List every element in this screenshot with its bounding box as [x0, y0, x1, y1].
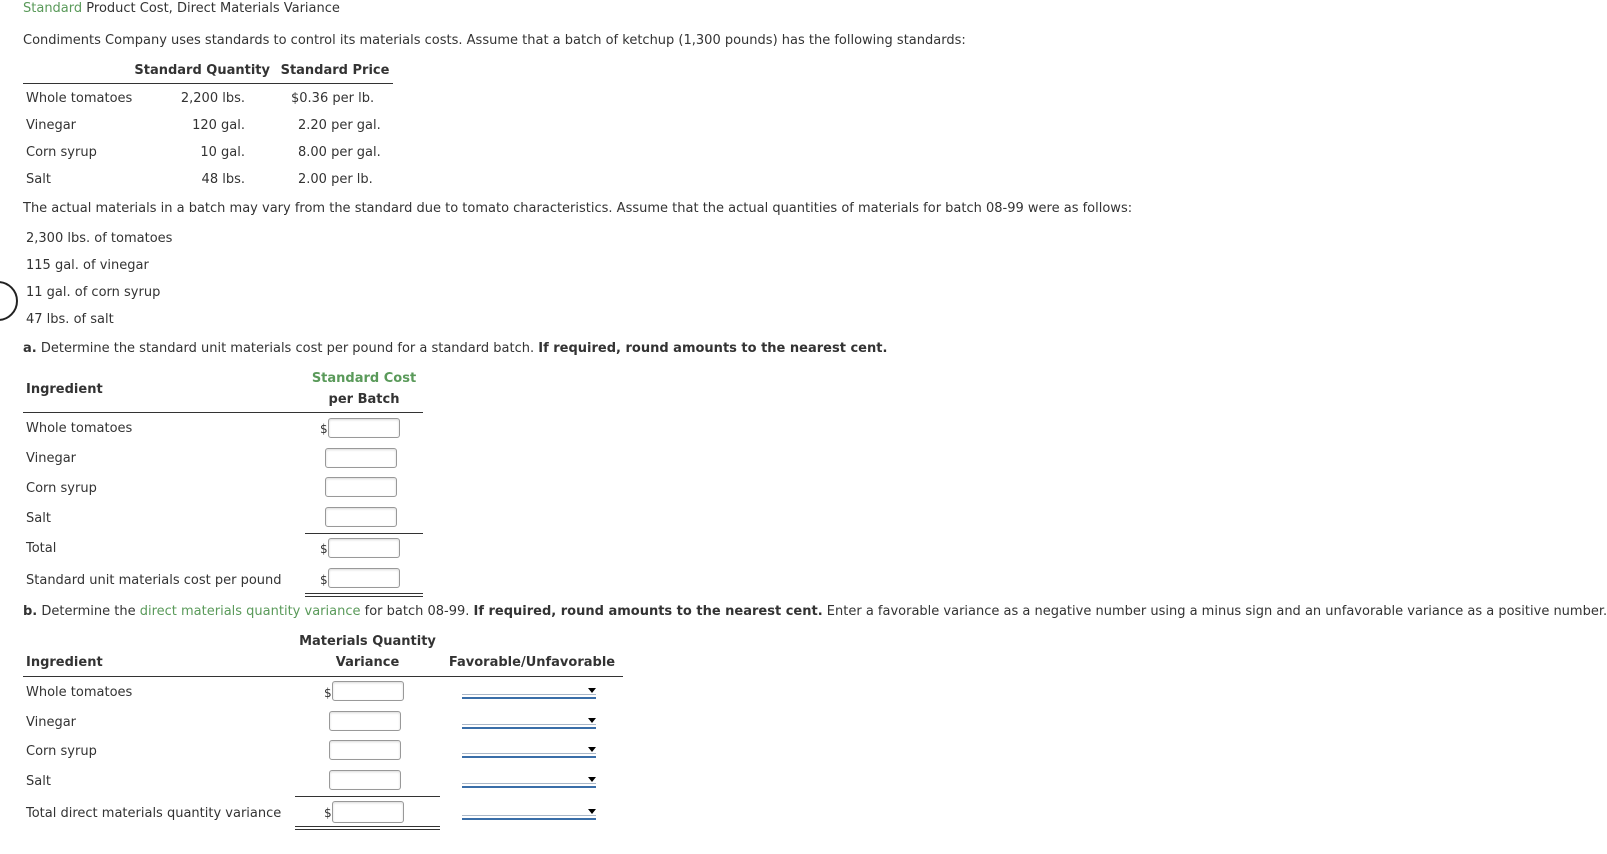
ingredient-label: Salt: [26, 511, 51, 526]
std-row-price: $0.36 per lb.: [291, 91, 375, 106]
std-cost-input-corn-syrup[interactable]: [325, 477, 397, 497]
std-cost-input-total[interactable]: [328, 538, 400, 558]
fav-unfav-select-total[interactable]: [462, 804, 596, 820]
part-b-instructions: b. Determine the direct materials quantity variance for batch 08-99. If required, round amounts to the nearest cent. Enter a favorable variance as a negative number using a minus sign and an unfavorable variance as a positive number.: [23, 604, 1607, 619]
intro-text: Condiments Company uses standards to control its materials costs. Assume that a batch of ketchup (1,300 pounds) has the following standards:: [23, 33, 966, 48]
divider: [23, 412, 423, 413]
col-standard-cost[interactable]: Standard Cost: [311, 371, 417, 386]
std-row-name: Whole tomatoes: [26, 91, 133, 106]
chevron-down-icon: [588, 747, 596, 752]
col-variance: Variance: [335, 655, 400, 670]
col-standard-quantity: Standard Quantity: [134, 63, 270, 78]
col-ingredient: Ingredient: [26, 382, 103, 397]
std-row-qty: 120 gal.: [192, 118, 245, 133]
actual-intro-text: The actual materials in a batch may vary from the standard due to tomato characteristics. Assume that the actual quantities of materials for batch 08-99 were as follows:: [23, 201, 1133, 216]
total-variance-label: Total direct materials quantity variance: [26, 806, 282, 821]
page-title: Standard Product Cost, Direct Materials Variance: [23, 1, 340, 16]
divider: [295, 826, 440, 827]
std-row-name: Vinegar: [26, 118, 77, 133]
std-unit-cost-input[interactable]: [328, 568, 400, 588]
dollar-sign: $: [320, 422, 328, 436]
col-per-batch: per Batch: [328, 392, 400, 407]
fav-unfav-select-corn-syrup[interactable]: [462, 742, 596, 758]
actual-item: 115 gal. of vinegar: [26, 258, 149, 273]
dollar-sign: $: [320, 542, 328, 556]
title-link[interactable]: Standard: [23, 1, 83, 16]
chevron-down-icon: [588, 777, 596, 782]
divider: [295, 796, 440, 797]
col-materials-quantity: Materials Quantity: [299, 634, 436, 649]
std-row-qty: 48 lbs.: [201, 172, 245, 187]
std-row-qty: 10 gal.: [200, 145, 245, 160]
actual-item: 11 gal. of corn syrup: [26, 285, 161, 300]
unit-cost-label: Standard unit materials cost per pound: [26, 573, 282, 588]
chevron-down-icon: [588, 688, 596, 693]
variance-input-salt[interactable]: [329, 770, 401, 790]
variance-input-tomatoes[interactable]: [332, 681, 404, 701]
variance-input-corn-syrup[interactable]: [329, 740, 401, 760]
divider: [23, 83, 393, 84]
std-cost-input-vinegar[interactable]: [325, 448, 397, 468]
std-row-qty: 2,200 lbs.: [180, 91, 245, 106]
divider: [305, 593, 423, 594]
ingredient-label: Vinegar: [26, 451, 77, 466]
fav-unfav-select-tomatoes[interactable]: [462, 683, 596, 699]
std-row-price: 2.20 per gal.: [298, 118, 381, 133]
part-a-instructions: a. Determine the standard unit materials cost per pound for a standard batch. If required, round amounts to the nearest cent.: [23, 341, 888, 356]
dollar-sign: $: [324, 806, 332, 820]
std-row-price: 8.00 per gal.: [298, 145, 381, 160]
variance-input-vinegar[interactable]: [329, 711, 401, 731]
divider: [305, 533, 423, 534]
actual-item: 47 lbs. of salt: [26, 312, 114, 327]
chevron-down-icon: [588, 809, 596, 814]
ingredient-label: Corn syrup: [26, 481, 97, 496]
actual-item: 2,300 lbs. of tomatoes: [26, 231, 173, 246]
fav-unfav-select-salt[interactable]: [462, 772, 596, 788]
col-standard-price: Standard Price: [280, 63, 390, 78]
col-ingredient: Ingredient: [26, 655, 103, 670]
ingredient-label: Corn syrup: [26, 744, 97, 759]
std-row-price: 2.00 per lb.: [298, 172, 373, 187]
variance-input-total[interactable]: [332, 801, 404, 823]
direct-materials-quantity-variance-link[interactable]: direct materials quantity variance: [139, 604, 361, 619]
ingredient-label: Whole tomatoes: [26, 421, 133, 436]
std-row-name: Salt: [26, 172, 51, 187]
partial-circle-icon: [0, 281, 18, 321]
fav-unfav-select-vinegar[interactable]: [462, 713, 596, 729]
col-favorable-unfavorable: Favorable/Unfavorable: [448, 655, 616, 670]
divider: [23, 676, 623, 677]
dollar-sign: $: [320, 573, 328, 587]
std-cost-input-salt[interactable]: [325, 507, 397, 527]
dollar-sign: $: [324, 686, 332, 700]
ingredient-label: Vinegar: [26, 715, 77, 730]
total-label: Total: [26, 541, 57, 556]
std-row-name: Corn syrup: [26, 145, 97, 160]
divider: [305, 596, 423, 597]
chevron-down-icon: [588, 718, 596, 723]
ingredient-label: Whole tomatoes: [26, 685, 133, 700]
ingredient-label: Salt: [26, 774, 51, 789]
divider: [295, 829, 440, 830]
std-cost-input-tomatoes[interactable]: [328, 418, 400, 438]
